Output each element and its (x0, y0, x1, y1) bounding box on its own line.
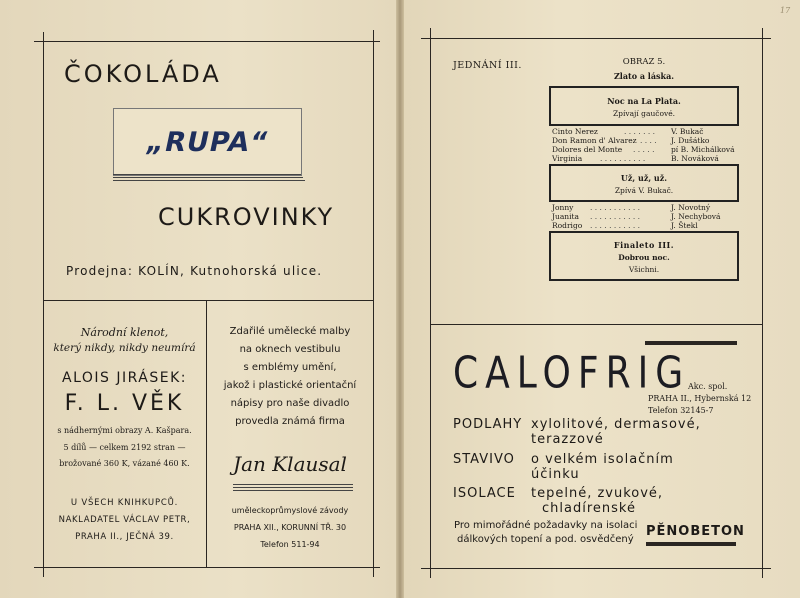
penobeton-underline (646, 542, 736, 546)
cast1-row-actor: V. Bukač (671, 127, 704, 136)
product-2-label: STAVIVO (453, 452, 515, 467)
art-stripe-1 (233, 484, 353, 485)
cast1-row-dots: . . . . (640, 136, 657, 145)
cast2-row-actor: J. Novotný (671, 203, 711, 212)
art-stripe-3 (233, 490, 353, 491)
product-1-text-2: terazzové (531, 432, 604, 447)
book-dist-2: NAKLADATEL VÁCLAV PETR, (58, 515, 191, 525)
art-line-6: provedla známá firma (235, 416, 345, 427)
book-author: ALOIS JIRÁSEK: (62, 370, 187, 386)
right-frame-right (762, 28, 763, 578)
left-frame-top (34, 41, 380, 42)
cast1-row-actor: pí B. Michálková (671, 145, 735, 154)
song2-sub: Zpívá V. Bukač. (614, 186, 674, 195)
rupa-logo-box (113, 108, 302, 176)
cast1-row-actor: B. Nováková (671, 154, 719, 163)
art-signature: Jan Klausal (233, 452, 347, 476)
right-frame-mid (430, 324, 763, 325)
calofrig-company: Akc. spol. (688, 382, 728, 391)
cast1-row-role: Cinto Nerez (552, 127, 598, 136)
cast1-row-role: Dolores del Monte (552, 145, 623, 154)
product-1-label: PODLAHY (453, 417, 523, 432)
stripe-2 (113, 177, 303, 178)
cast2-row-dots: . . . . . . . . . . . (590, 221, 641, 230)
calofrig-address: PRAHA II., Hybernská 12 (648, 394, 752, 403)
choc-brand-line1: ČOKOLÁDA (64, 60, 222, 88)
cast1-row-dots: . . . . . . . . . . (600, 154, 646, 163)
art-line-1: Zdařilé umělecké malby (229, 326, 351, 337)
product-2-text-2: účinku (531, 467, 580, 482)
calofrig-brand: CALOFRIG (453, 349, 691, 399)
book-detail-3: brožované 360 K, vázané 460 K. (59, 459, 190, 468)
finale-title: Finaleto III. (613, 240, 675, 250)
book-dist-1: U VŠECH KNIHKUPCŮ. (70, 498, 179, 508)
cast1-row-role: Don Ramon d' Alvarez (552, 136, 637, 145)
left-frame-bottom (34, 567, 380, 568)
calofrig-top-bar (645, 341, 737, 345)
art-workshop: uměleckoprůmyslové závody (231, 506, 349, 515)
program-scene-title: Zlato a láska. (613, 71, 675, 81)
song1-box (549, 86, 739, 126)
product-1-text-1: xylolitové, dermasové, (531, 417, 701, 432)
art-line-3: s emblémy umění, (243, 362, 337, 373)
cast2-row-dots: . . . . . . . . . . . (590, 212, 641, 221)
finale-box (549, 231, 739, 281)
stripe-1 (113, 174, 301, 175)
book-gutter (396, 0, 404, 598)
choc-brand-line2: CUKROVINKY (158, 203, 335, 231)
cast1-row-actor: J. Dušátko (671, 136, 710, 145)
art-line-5: nápisy pro naše divadlo (230, 398, 350, 409)
cast2-row-role: Jonny (552, 203, 574, 212)
art-line-4: jakož i plastické orientační (223, 380, 357, 391)
stripe-3 (113, 180, 305, 181)
program-scene: OBRAZ 5. (622, 57, 666, 67)
cast2-row-role: Rodrigo (552, 221, 583, 230)
cast1-row-dots: . . . . . . . (624, 127, 655, 136)
cast1-row-role: Virginia (552, 154, 583, 163)
left-frame-left (43, 32, 44, 577)
cast2-row-actor: J. Nechybová (671, 212, 721, 221)
cast1-row-dots: . . . . . (633, 145, 655, 154)
song2-title: Už, už, už. (620, 173, 668, 183)
program-act: JEDNÁNÍ III. (453, 60, 522, 71)
book-dist-3: PRAHA II., JEČNÁ 39. (75, 532, 174, 542)
special-line-2: dálkových topení a pod. osvědčený (457, 534, 634, 545)
art-phone: Telefon 511-94 (260, 540, 320, 549)
rupa-logo-text: „RUPA“ (142, 127, 272, 158)
product-3-label: ISOLACE (453, 486, 516, 501)
cast2-row-actor: J. Štekl (671, 221, 698, 230)
product-2-text-1: o velkém isolačním (531, 452, 674, 467)
book-detail-1: s nádhernými obrazy A. Kašpara. (57, 426, 192, 435)
product-3-text-1: tepelné, zvukové, (531, 486, 664, 501)
book-detail-2: 5 dílů — celkem 2192 stran — (63, 443, 186, 452)
book-title: F. L. VĚK (64, 391, 185, 416)
song2-box (549, 164, 739, 202)
art-line-2: na oknech vestibulu (239, 344, 341, 355)
cast2-row-dots: . . . . . . . . . . . (590, 203, 641, 212)
left-frame-right (373, 30, 374, 577)
art-address: PRAHA XII., KORUNNÍ TŘ. 30 (233, 523, 347, 532)
right-frame-bottom (421, 568, 771, 569)
product-3-text-2: chladírenské (542, 501, 636, 516)
special-line-1: Pro mimořádné požadavky na isolaci (454, 520, 638, 531)
penobeton-product: PĚNOBETON (646, 524, 745, 539)
book-slogan-1: Národní klenot, (80, 326, 169, 339)
left-frame-mid (43, 300, 374, 301)
song1-sub: Zpívají gaučové. (612, 109, 676, 118)
finale-song: Dobrou noc. (618, 253, 670, 262)
song1-title: Noc na La Plata. (607, 96, 681, 106)
book-slogan-2: který nikdy, nikdy neumírá (53, 342, 196, 354)
right-frame-top (421, 38, 771, 39)
cast2-row-role: Juanita (552, 212, 580, 221)
art-stripe-2 (233, 487, 353, 488)
choc-address: Prodejna: KOLÍN, Kutnohorská ulice. (66, 264, 323, 278)
calofrig-phone: Telefon 32145-7 (648, 406, 714, 415)
page-corner-mark: 17 (780, 6, 791, 15)
finale-sub: Všichni. (628, 265, 660, 274)
right-frame-left (430, 28, 431, 578)
